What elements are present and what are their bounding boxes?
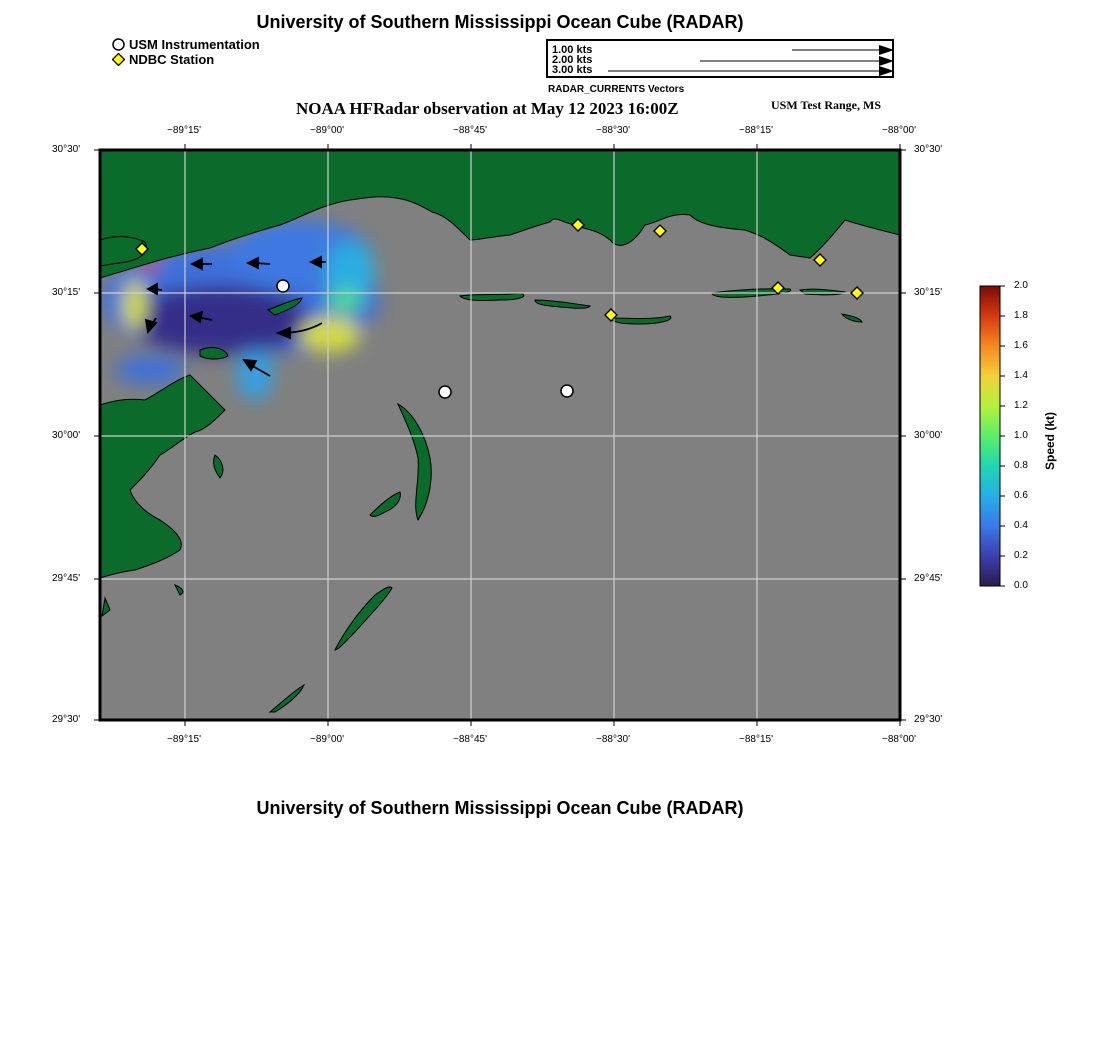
legend-ndbc-label: NDBC Station	[129, 52, 215, 67]
colorbar-tick-label: 2.0	[1014, 280, 1028, 291]
lon-label-top: −89°15'	[167, 125, 201, 136]
lat-label-left: 30°15'	[52, 287, 81, 298]
usm-instrument-marker	[561, 385, 573, 397]
lat-label-left: 29°30'	[52, 714, 81, 725]
usm-instrument-marker	[439, 386, 451, 398]
vector-scale-label: 1.00 kts	[552, 44, 593, 56]
lat-label-left: 29°45'	[52, 573, 81, 584]
colorbar-tick-label: 0.2	[1014, 550, 1028, 561]
colorbar-tick-label: 1.4	[1014, 370, 1028, 381]
colorbar-tick-label: 0.0	[1014, 580, 1028, 591]
lat-label-right: 30°00'	[914, 430, 943, 441]
lon-label-bottom: −88°00'	[882, 734, 916, 745]
colorbar-tick-label: 1.6	[1014, 340, 1028, 351]
colorbar	[980, 286, 1005, 586]
colorbar-tick-label: 1.8	[1014, 310, 1028, 321]
lon-label-bottom: −88°30'	[596, 734, 630, 745]
legend-usm-label: USM Instrumentation	[129, 37, 260, 52]
lon-label-top: −88°00'	[882, 125, 916, 136]
lat-label-right: 29°45'	[914, 573, 943, 584]
lon-label-bottom: −89°15'	[167, 734, 201, 745]
lon-label-top: −88°15'	[739, 125, 773, 136]
colorbar-tick-label: 0.8	[1014, 460, 1028, 471]
lon-label-top: −89°00'	[310, 125, 344, 136]
colorbar-tick-label: 0.4	[1014, 520, 1028, 531]
footer-title: University of Southern Mississippi Ocean Cube (RADAR)	[256, 798, 744, 818]
vector-scale-label: 3.00 kts	[552, 64, 593, 76]
vector-scale-caption: RADAR_CURRENTS Vectors	[548, 84, 685, 95]
lat-label-left: 30°30'	[52, 144, 81, 155]
colorbar-gradient	[980, 286, 1000, 586]
location-label: USM Test Range, MS	[771, 98, 882, 112]
map-title: University of Southern Mississippi Ocean Cube (RADAR)	[256, 12, 744, 32]
lon-label-top: −88°30'	[596, 125, 630, 136]
colorbar-tick-label: 1.2	[1014, 400, 1028, 411]
lon-label-bottom: −88°15'	[739, 734, 773, 745]
lon-label-bottom: −88°45'	[453, 734, 487, 745]
lat-label-right: 29°30'	[914, 714, 943, 725]
lon-label-bottom: −89°00'	[310, 734, 344, 745]
map-subtitle: NOAA HFRadar observation at May 12 2023 16:00Z	[296, 99, 679, 118]
vector-scale-label: 2.00 kts	[552, 54, 593, 66]
colorbar-tick-label: 0.6	[1014, 490, 1028, 501]
colorbar-tick-label: 1.0	[1014, 430, 1028, 441]
lat-label-left: 30°00'	[52, 430, 81, 441]
colorbar-title: Speed (kt)	[1043, 411, 1057, 470]
lat-label-right: 30°30'	[914, 144, 943, 155]
lat-label-right: 30°15'	[914, 287, 943, 298]
usm-instrument-marker	[277, 280, 289, 292]
lon-label-top: −88°45'	[453, 125, 487, 136]
